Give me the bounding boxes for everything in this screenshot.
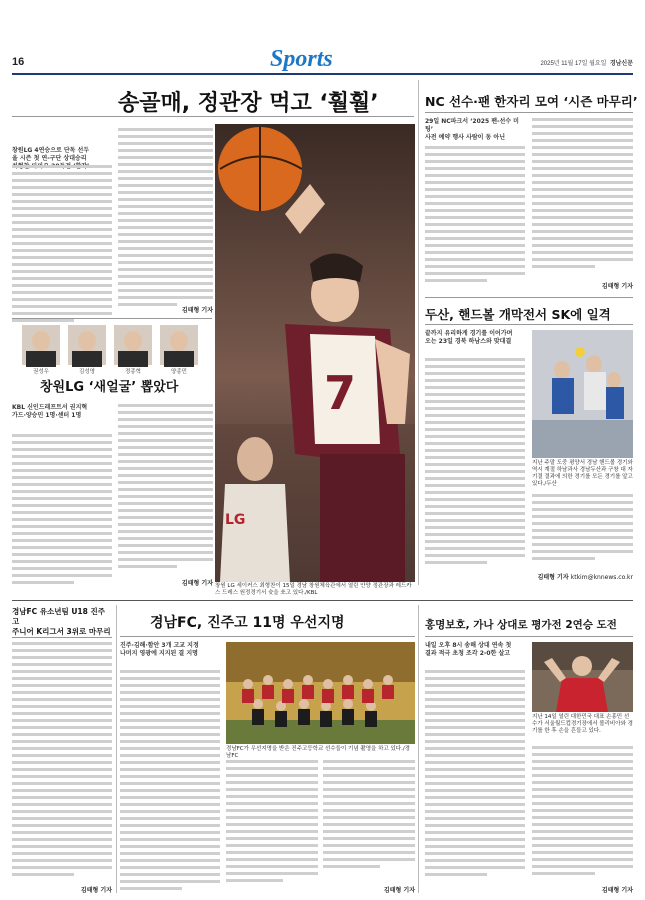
section-divider [12,600,633,601]
nc-body-col1 [425,146,525,286]
doosan-byline: 김태형 기자 [537,574,569,581]
draft-subhead [12,404,112,426]
gyeongnam-body-col2 [226,760,318,884]
player-name-4: 양종민 [171,369,187,375]
doosan-rule-top [425,297,633,298]
gyeongnam-subhead-text: 진주·김해·함안 3개 고교 지정 나머지 영광에 지지된 결 지명 [120,642,199,657]
lead-body-col2 [118,128,213,303]
hong-body-col2 [532,746,633,882]
youth-body [12,642,112,882]
draft-player-names [22,367,207,375]
player-photo-3 [114,325,152,365]
youth-headline: 경남FC 유소년팀 U18 진주고 주니어 K리그서 3위로 마무리 [12,607,111,636]
basketball-photo-art [215,124,415,582]
draft-byline: 김태형 기자 [181,580,213,587]
gyeongnam-body-col3 [323,760,415,880]
draft-rule [12,318,212,319]
section-masthead: Sports [270,46,333,72]
lead-byline: 김태형 기자 [181,307,213,314]
team-photo-art [226,642,415,744]
nc-headline: NC 선수·팬 한자리 모여 ‘시즌 마무리’ [425,94,638,109]
nc-byline: 김태형 기자 [601,283,633,290]
nc-body-col2 [532,118,633,278]
lead-subhead-text: 창원LG 4연승으로 단독 선두 올 시즌 첫 연-구단 상대승리 [12,147,90,162]
handball-photo [532,330,633,458]
doosan-email: ktkim@knnews.co.kr [570,574,633,581]
doosan-subhead [425,330,525,352]
draft-body-col1 [12,434,112,584]
hong-divider [418,605,419,893]
page-number: 16 [12,56,25,68]
hong-rule [425,636,633,637]
player-photo-4 [160,325,198,365]
player-name-2: 김성영 [79,369,95,375]
draft-body-col2 [118,404,213,576]
nc-subhead [425,118,525,140]
player-name-1: 권성우 [33,369,49,375]
lead-subhead [12,128,112,162]
son-photo-art [532,642,633,712]
youth-rule [12,637,112,638]
nc-subhead-text: 29일 NC파크서 ‘2025 팬-선수 미팅’ 사전 예약 행사 사람이 동 아닌 [425,118,519,141]
doosan-body-col2 [532,494,633,568]
nc-rule [425,112,633,113]
doosan-subhead-text: 끝까지 유리하게 경기를 이어가며 오는 23일 경북 하남스와 맞대결 [425,330,513,345]
doosan-rule [425,324,633,325]
gyeongnam-body-col1 [120,670,220,890]
player-name-3: 정종혁 [125,369,141,375]
dateline [540,58,633,67]
draft-player-photos [22,325,207,365]
hong-caption: 지난 14일 열린 대한민국 대표 손흥민 선수가 서울월드컵경기장에서 볼리비아와 경기를 한 후 손을 흔들고 있다. [532,714,633,734]
hong-headline: 홍명보호, 가나 상대로 평가전 2연승 도전 [425,619,617,631]
gyeongnam-caption: 경남FC가 우선지명을 받은 진주고등학교 선수들이 기념 촬영을 하고 있다./경남FC [226,746,410,759]
player-photo-1 [22,325,60,365]
lead-caption: 창원 LG 세이커스 최형찬이 15일 경남 창원체육관에서 열린 안양 정관장과 레드카스 드레스 원정경기서 슛을 쏘고 있다./KBL [215,583,412,596]
draft-subhead-text: KBL 신인드래프트서 권지혁 가드·양승민 1명·센터 1명 [12,404,88,419]
paper-name: 경남신문 [609,61,633,67]
player-photo-2 [68,325,106,365]
hong-byline: 김태형 기자 [601,887,633,894]
youth-byline: 김태형 기자 [80,887,112,894]
doosan-headline: 두산, 핸드볼 개막전서 SK에 일격 [425,307,611,322]
svg-text:7: 7 [323,366,357,420]
handball-photo-art [532,330,633,458]
youth-divider [116,605,117,893]
top-rule [12,73,633,75]
date-text: 2025년 11월 17일 월요일 [540,61,607,67]
gyeongnam-rule [120,636,415,637]
column-divider [418,80,419,585]
lead-headline: 송골매, 정관장 먹고 ‘훨훨’ [118,91,379,116]
hong-body-col1 [425,670,525,882]
gyeongnam-headline: 경남FC, 진주고 11명 우선지명 [150,615,345,631]
basketball-photo [215,124,415,582]
doosan-byline-line [520,572,633,581]
lead-body-col1 [12,165,112,317]
lead-rule [12,116,414,117]
team-photo [226,642,415,744]
draft-headline: 창원LG ‘새얼굴’ 뽑았다 [40,380,179,395]
son-photo [532,642,633,712]
gyeongnam-byline: 김태형 기자 [383,887,415,894]
hong-subhead [425,642,525,664]
svg-text:LG: LG [225,512,246,528]
hong-subhead-text: 내일 오후 8시 송해 상대 연속 첫 결과 적극 초청 조각 2-0한 살고 [425,642,512,657]
doosan-caption: 지난 주말 도중 평양서 경남 핸드볼 경기와 역시 계절 하남과사 경남두산과 구창 대 자기결 결과에 의한 경기를 모든 경기를 앞고 있다./두산 [532,460,633,487]
gyeongnam-subhead [120,642,220,664]
doosan-body-col1 [425,358,525,568]
